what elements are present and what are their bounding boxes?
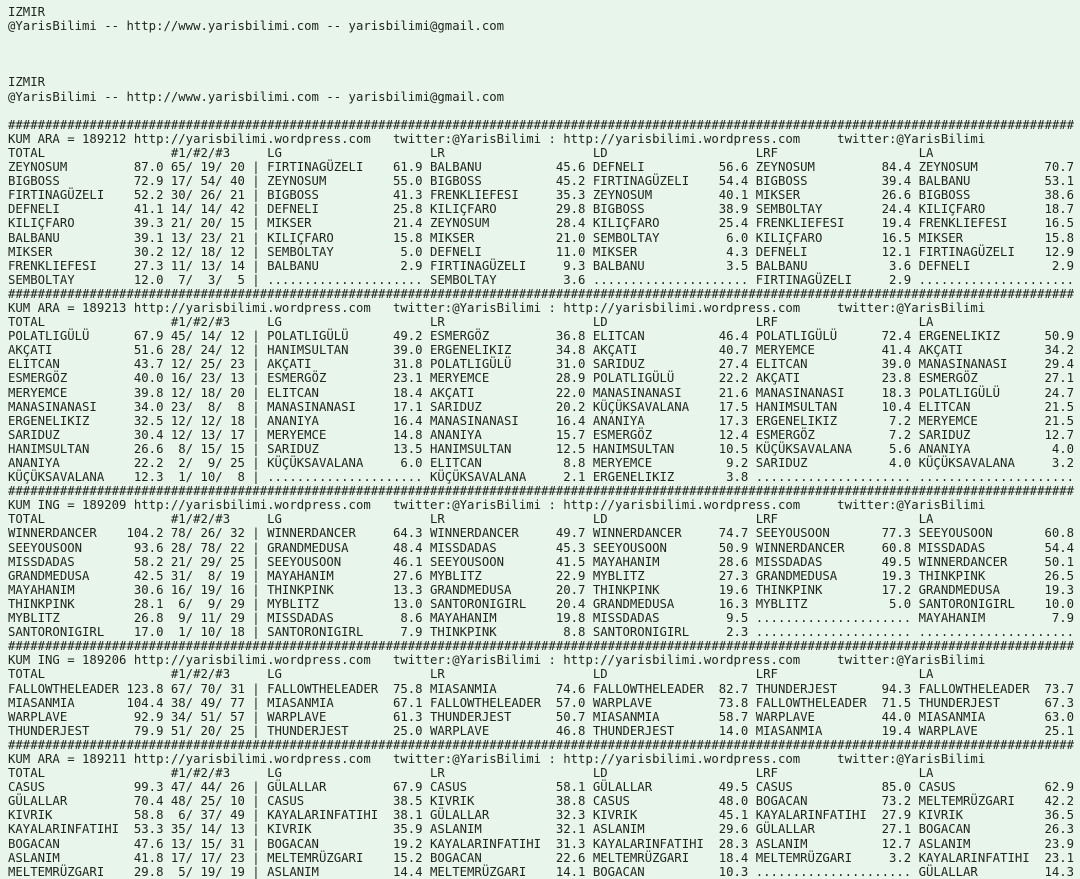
data-row: FIRTINAGÜZELI 52.2 30/ 26/ 21 | BIGBOSS 41.3 FRENKLIEFESI 35.3 ZEYNOSUM 40.1 MIKSER 26.6 BIGBOSS 38.6 — [8, 188, 1075, 203]
data-row: CASUS 99.3 47/ 44/ 26 | GÜLALLAR 67.9 CASUS 58.1 GÜLALLAR 49.5 CASUS 85.0 CASUS 62.9 — [8, 780, 1075, 795]
data-row: ERGENELIKIZ 32.5 12/ 12/ 18 | ANANIYA 16.4 MANASINANASI 16.4 ANANIYA 17.3 ERGENELIKIZ 7.2 MERYEMCE 21.5 — [8, 413, 1075, 428]
data-row: ESMERGÖZ 40.0 16/ 23/ 13 | ESMERGÖZ 23.1 MERYEMCE 28.9 POLATLIGÜLÜ 22.2 AKÇATI 23.8 ESMERGÖZ 27.1 — [8, 371, 1075, 386]
data-row: SEMBOLTAY 12.0 7/ 3/ 5 | ..................... SEMBOLTAY 3.6 ..................... FIRTINAGÜZELI 2.9 ..................... — [8, 272, 1075, 287]
race-section-189209 — [8, 484, 1080, 639]
blank-line — [8, 33, 1080, 47]
data-row: MIKSER 30.2 12/ 18/ 12 | SEMBOLTAY 5.0 DEFNELI 11.0 MIKSER 4.3 DEFNELI 12.1 FIRTINAGÜZELI 12.9 — [8, 244, 1075, 259]
data-row: KÜÇÜKSAVALANA 12.3 1/ 10/ 8 | ..................... KÜÇÜKSAVALANA 2.1 ERGENELIKIZ 3.8 ..................... ..................... — [8, 470, 1075, 485]
section-separator: ################################################################################################################################################ — [8, 639, 1075, 654]
data-row: THINKPINK 28.1 6/ 9/ 29 | MYBLITZ 13.0 SANTORONIGIRL 20.4 GRANDMEDUSA 16.3 MYBLITZ 5.0 SANTORONIGIRL 10.0 — [8, 596, 1075, 611]
data-row: AKÇATI 51.6 28/ 24/ 12 | HANIMSULTAN 39.0 ERGENELIKIZ 34.8 AKÇATI 40.7 MERYEMCE 41.4 AKÇATI 34.2 — [8, 343, 1075, 358]
data-row: MIASANMIA 104.4 38/ 49/ 77 | MIASANMIA 67.1 FALLOWTHELEADER 57.0 WARPLAVE 73.8 FALLOWTHELEADER 71.5 THUNDERJEST 67.3 — [8, 695, 1075, 710]
race-sections — [8, 118, 1080, 879]
data-row: KILIÇFARO 39.3 21/ 20/ 15 | MIKSER 21.4 ZEYNOSUM 28.4 KILIÇFARO 25.4 FRENKLIEFESI 19.4 FRENKLIEFESI 16.5 — [8, 216, 1075, 231]
blank-line — [8, 104, 1080, 118]
blank-line — [8, 61, 1080, 75]
data-row: DEFNELI 41.1 14/ 14/ 42 | DEFNELI 25.8 KILIÇFARO 29.8 BIGBOSS 38.9 SEMBOLTAY 24.4 KILIÇFARO 18.7 — [8, 202, 1075, 217]
section-header: KUM ARA = 189212 http://yarisbilimi.wordpress.com twitter:@YarisBilimi : http://yarisbilimi.wordpress.com twitter:@YarisBilimi — [8, 131, 986, 146]
data-row: FALLOWTHELEADER 123.8 67/ 70/ 31 | FALLOWTHELEADER 75.8 MIASANMIA 74.6 FALLOWTHELEADER 82.7 THUNDERJEST 94.3 FALLOWTHELEADER 73.7 — [8, 681, 1075, 696]
data-row: POLATLIGÜLÜ 67.9 45/ 14/ 12 | POLATLIGÜLÜ 49.2 ESMERGÖZ 36.8 ELITCAN 46.4 POLATLIGÜLÜ 72.4 ERGENELIKIZ 50.9 — [8, 329, 1075, 344]
data-row: FRENKLIEFESI 27.3 11/ 13/ 14 | BALBANU 2.9 FIRTINAGÜZELI 9.3 BALBANU 3.5 BALBANU 3.6 DEFNELI 2.9 — [8, 258, 1075, 273]
blank-line — [8, 47, 1080, 61]
data-row: MAYAHANIM 30.6 16/ 19/ 16 | THINKPINK 13.3 GRANDMEDUSA 20.7 THINKPINK 19.6 THINKPINK 17.2 GRANDMEDUSA 19.3 — [8, 582, 1075, 597]
column-header-row: TOTAL #1/#2/#3 LG LR LD LRF LA — [8, 667, 934, 682]
data-row: MERYEMCE 39.8 12/ 18/ 20 | ELITCAN 18.4 AKÇATI 22.0 MANASINANASI 21.6 MANASINANASI 18.3 POLATLIGÜLÜ 24.7 — [8, 385, 1075, 400]
column-header-row: TOTAL #1/#2/#3 LG LR LD LRF LA — [8, 766, 934, 781]
section-header: KUM ARA = 189213 http://yarisbilimi.wordpress.com twitter:@YarisBilimi : http://yarisbilimi.wordpress.com twitter:@YarisBilimi — [8, 300, 986, 315]
data-row: GRANDMEDUSA 42.5 31/ 8/ 19 | MAYAHANIM 27.6 MYBLITZ 22.9 MYBLITZ 27.3 GRANDMEDUSA 19.3 THINKPINK 26.5 — [8, 568, 1075, 583]
section-separator: ################################################################################################################################################ — [8, 286, 1075, 301]
data-row: WINNERDANCER 104.2 78/ 26/ 32 | WINNERDANCER 64.3 WINNERDANCER 49.7 WINNERDANCER 74.7 SEEYOUSOON 77.3 SEEYOUSOON 60.8 — [8, 526, 1075, 541]
data-row: MELTEMRÜZGARI 29.8 5/ 19/ 19 | ASLANIM 14.4 MELTEMRÜZGARI 14.1 BOGACAN 10.3 ..................... GÜLALLAR 14.3 — [8, 864, 1075, 879]
data-row: MISSDADAS 58.2 21/ 29/ 25 | SEEYOUSOON 46.1 SEEYOUSOON 41.5 MAYAHANIM 28.6 MISSDADAS 49.5 WINNERDANCER 50.1 — [8, 554, 1075, 569]
masthead-contact: @YarisBilimi -- http://www.yarisbilimi.com -- yarisbilimi@gmail.com — [8, 19, 505, 34]
race-section-189213 — [8, 287, 1080, 484]
race-section-189206 — [8, 639, 1080, 738]
data-row: BOGACAN 47.6 13/ 15/ 31 | BOGACAN 19.2 KAYALARINFATIHI 31.3 KAYALARINFATIHI 28.3 ASLANIM 12.7 ASLANIM 23.9 — [8, 836, 1075, 851]
data-row: BIGBOSS 72.9 17/ 54/ 40 | ZEYNOSUM 55.0 BIGBOSS 45.2 FIRTINAGÜZELI 54.4 BIGBOSS 39.4 BALBANU 53.1 — [8, 174, 1075, 189]
data-row: KIVRIK 58.8 6/ 37/ 49 | KAYALARINFATIHI 38.1 GÜLALLAR 32.3 KIVRIK 45.1 KAYALARINFATIHI 27.9 KIVRIK 36.5 — [8, 808, 1075, 823]
section-header: KUM ING = 189209 http://yarisbilimi.wordpress.com twitter:@YarisBilimi : http://yarisbilimi.wordpress.com twitter:@YarisBilimi — [8, 498, 986, 513]
data-row: MANASINANASI 34.0 23/ 8/ 8 | MANASINANASI 17.1 SARIDUZ 20.2 KÜÇÜKSAVALANA 17.5 HANIMSULTAN 10.4 ELITCAN 21.5 — [8, 399, 1075, 414]
data-row: SANTORONIGIRL 17.0 1/ 10/ 18 | SANTORONIGIRL 7.9 THINKPINK 8.8 SANTORONIGIRL 2.3 ..................... ..................... — [8, 625, 1075, 640]
column-header-row: TOTAL #1/#2/#3 LG LR LD LRF LA — [8, 145, 934, 160]
data-row: ELITCAN 43.7 12/ 25/ 23 | AKÇATI 31.8 POLATLIGÜLÜ 31.0 SARIDUZ 27.4 ELITCAN 39.0 MANASINANASI 29.4 — [8, 357, 1075, 372]
data-row: THUNDERJEST 79.9 51/ 20/ 25 | THUNDERJEST 25.0 WARPLAVE 46.8 THUNDERJEST 14.0 MIASANMIA 19.4 WARPLAVE 25.1 — [8, 723, 1075, 738]
section-header: KUM ING = 189206 http://yarisbilimi.wordpress.com twitter:@YarisBilimi : http://yarisbilimi.wordpress.com twitter:@YarisBilimi — [8, 653, 986, 668]
section-separator: ################################################################################################################################################ — [8, 484, 1075, 499]
data-row: HANIMSULTAN 26.6 8/ 15/ 15 | SARIDUZ 13.5 HANIMSULTAN 12.5 HANIMSULTAN 10.5 KÜÇÜKSAVALANA 5.6 ANANIYA 4.0 — [8, 441, 1075, 456]
masthead-city-repeat: IZMIR — [8, 75, 46, 90]
section-separator: ################################################################################################################################################ — [8, 117, 1075, 132]
data-row: ASLANIM 41.8 17/ 17/ 23 | MELTEMRÜZGARI 15.2 BOGACAN 22.6 MELTEMRÜZGARI 18.4 MELTEMRÜZGARI 3.2 KAYALARINFATIHI 23.1 — [8, 850, 1075, 865]
data-row: BALBANU 39.1 13/ 23/ 21 | KILIÇFARO 15.8 MIKSER 21.0 SEMBOLTAY 6.0 KILIÇFARO 16.5 MIKSER 15.8 — [8, 230, 1075, 245]
masthead-city: IZMIR — [8, 5, 46, 19]
race-section-189211 — [8, 738, 1080, 879]
data-row: WARPLAVE 92.9 34/ 51/ 57 | WARPLAVE 61.3 THUNDERJEST 50.7 MIASANMIA 58.7 WARPLAVE 44.0 MIASANMIA 63.0 — [8, 709, 1075, 724]
data-row: KAYALARINFATIHI 53.3 35/ 14/ 13 | KIVRIK 35.9 ASLANIM 32.1 ASLANIM 29.6 GÜLALLAR 27.1 BOGACAN 26.3 — [8, 822, 1075, 837]
race-section-189212 — [8, 118, 1080, 287]
section-separator: ################################################################################################################################################ — [8, 737, 1075, 752]
column-header-row: TOTAL #1/#2/#3 LG LR LD LRF LA — [8, 512, 934, 527]
data-row: SEEYOUSOON 93.6 28/ 78/ 22 | GRANDMEDUSA 48.4 MISSDADAS 45.3 SEEYOUSOON 50.9 WINNERDANCER 60.8 MISSDADAS 54.4 — [8, 540, 1075, 555]
data-row: ANANIYA 22.2 2/ 9/ 25 | KÜÇÜKSAVALANA 6.0 ELITCAN 8.8 MERYEMCE 9.2 SARIDUZ 4.0 KÜÇÜKSAVALANA 3.2 — [8, 456, 1075, 470]
data-row: SARIDUZ 30.4 12/ 13/ 17 | MERYEMCE 14.8 ANANIYA 15.7 ESMERGÖZ 12.4 ESMERGÖZ 7.2 SARIDUZ 12.7 — [8, 427, 1075, 442]
section-header: KUM ARA = 189211 http://yarisbilimi.wordpress.com twitter:@YarisBilimi : http://yarisbilimi.wordpress.com twitter:@YarisBilimi — [8, 751, 986, 766]
column-header-row: TOTAL #1/#2/#3 LG LR LD LRF LA — [8, 315, 934, 330]
data-row: MYBLITZ 26.8 9/ 11/ 29 | MISSDADAS 8.6 MAYAHANIM 19.8 MISSDADAS 9.5 ..................... MAYAHANIM 7.9 — [8, 611, 1075, 626]
data-row: ZEYNOSUM 87.0 65/ 19/ 20 | FIRTINAGÜZELI 61.9 BALBANU 45.6 DEFNELI 56.6 ZEYNOSUM 84.4 ZEYNOSUM 70.7 — [8, 160, 1075, 175]
data-row: GÜLALLAR 70.4 48/ 25/ 10 | CASUS 38.5 KIVRIK 38.8 CASUS 48.0 BOGACAN 73.2 MELTEMRÜZGARI 42.2 — [8, 794, 1075, 809]
masthead-contact-repeat: @YarisBilimi -- http://www.yarisbilimi.com -- yarisbilimi@gmail.com — [8, 89, 505, 104]
